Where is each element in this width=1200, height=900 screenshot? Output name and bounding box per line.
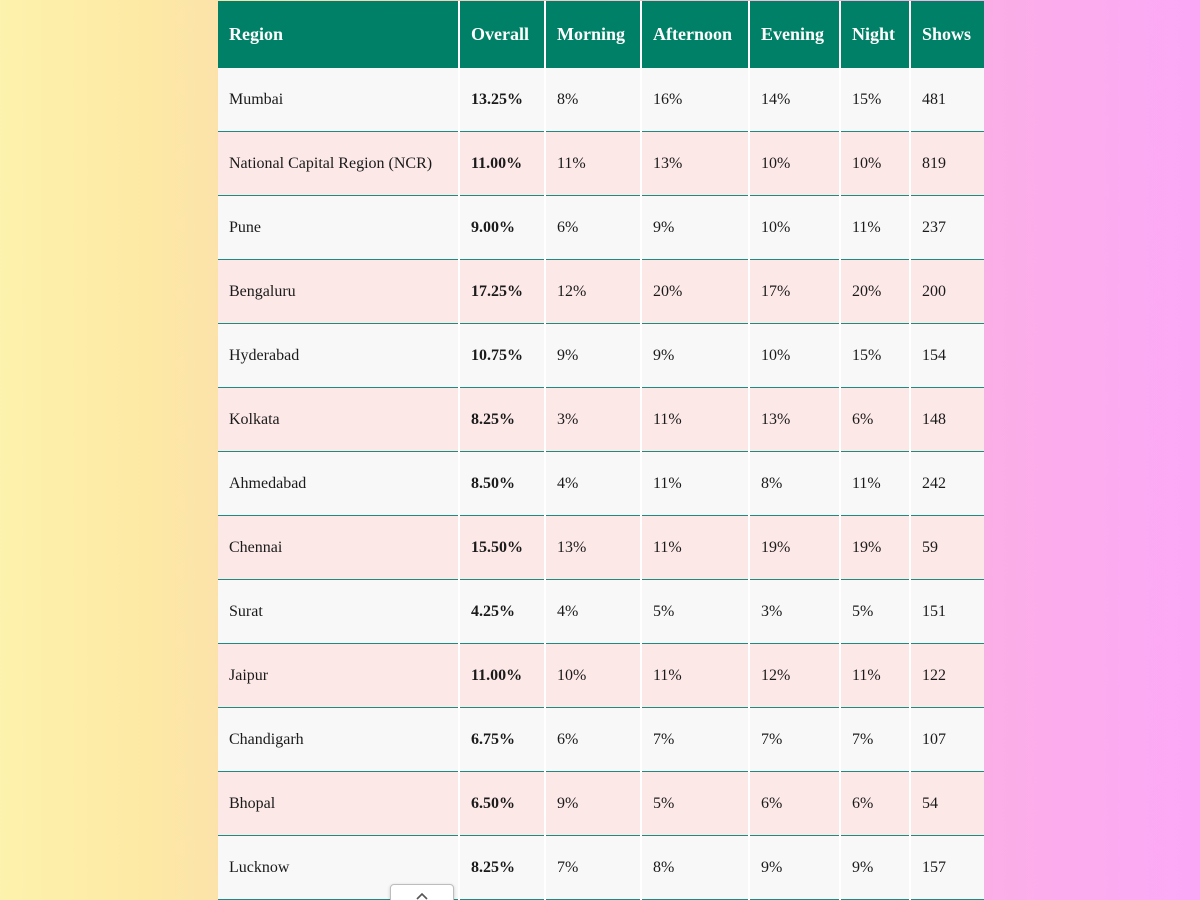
cell-evening: 13% [749, 388, 840, 452]
cell-night: 5% [840, 580, 910, 644]
header-shows: Shows [910, 1, 984, 68]
table-header [218, 1, 984, 68]
table-row [218, 708, 984, 772]
cell-morning: 13% [545, 516, 641, 580]
cell-morning: 7% [545, 836, 641, 900]
table-row [218, 68, 984, 132]
cell-afternoon: 8% [641, 836, 749, 900]
cell-evening: 19% [749, 516, 840, 580]
occupancy-table [218, 1, 984, 900]
cell-afternoon: 13% [641, 132, 749, 196]
scroll-to-top-button[interactable] [390, 884, 454, 900]
cell-region: Bhopal [218, 772, 459, 836]
cell-region: Lucknow [218, 836, 459, 900]
cell-morning: 10% [545, 644, 641, 708]
header-night: Night [840, 1, 910, 68]
cell-night: 6% [840, 388, 910, 452]
cell-morning: 4% [545, 580, 641, 644]
cell-night: 11% [840, 452, 910, 516]
table-row [218, 260, 984, 324]
cell-overall: 15.50% [459, 516, 545, 580]
cell-night: 20% [840, 260, 910, 324]
cell-overall: 13.25% [459, 68, 545, 132]
cell-evening: 6% [749, 772, 840, 836]
cell-shows: 154 [910, 324, 984, 388]
table-body [218, 68, 984, 900]
header-region: Region [218, 1, 459, 68]
cell-region: Chandigarh [218, 708, 459, 772]
cell-overall: 4.25% [459, 580, 545, 644]
table-row [218, 580, 984, 644]
cell-overall: 9.00% [459, 196, 545, 260]
cell-afternoon: 11% [641, 644, 749, 708]
cell-overall: 11.00% [459, 644, 545, 708]
cell-afternoon: 9% [641, 196, 749, 260]
cell-morning: 12% [545, 260, 641, 324]
cell-afternoon: 16% [641, 68, 749, 132]
table-row [218, 196, 984, 260]
cell-morning: 6% [545, 196, 641, 260]
cell-afternoon: 11% [641, 452, 749, 516]
cell-morning: 9% [545, 324, 641, 388]
cell-shows: 237 [910, 196, 984, 260]
table-row [218, 132, 984, 196]
cell-night: 11% [840, 196, 910, 260]
cell-afternoon: 7% [641, 708, 749, 772]
cell-overall: 17.25% [459, 260, 545, 324]
cell-morning: 4% [545, 452, 641, 516]
header-afternoon: Afternoon [641, 1, 749, 68]
cell-evening: 10% [749, 324, 840, 388]
cell-overall: 6.50% [459, 772, 545, 836]
cell-evening: 12% [749, 644, 840, 708]
cell-region: Surat [218, 580, 459, 644]
header-overall: Overall [459, 1, 545, 68]
cell-night: 7% [840, 708, 910, 772]
cell-overall: 8.25% [459, 388, 545, 452]
cell-overall: 10.75% [459, 324, 545, 388]
table-row [218, 516, 984, 580]
cell-night: 6% [840, 772, 910, 836]
cell-overall: 8.25% [459, 836, 545, 900]
cell-region: National Capital Region (NCR) [218, 132, 459, 196]
cell-morning: 6% [545, 708, 641, 772]
table-row [218, 772, 984, 836]
header-morning: Morning [545, 1, 641, 68]
cell-afternoon: 5% [641, 772, 749, 836]
cell-night: 11% [840, 644, 910, 708]
cell-night: 15% [840, 324, 910, 388]
cell-shows: 148 [910, 388, 984, 452]
cell-shows: 107 [910, 708, 984, 772]
cell-shows: 157 [910, 836, 984, 900]
cell-overall: 6.75% [459, 708, 545, 772]
chevron-up-icon [416, 893, 428, 900]
cell-region: Chennai [218, 516, 459, 580]
table-row [218, 644, 984, 708]
cell-region: Mumbai [218, 68, 459, 132]
cell-shows: 151 [910, 580, 984, 644]
cell-region: Jaipur [218, 644, 459, 708]
cell-evening: 10% [749, 132, 840, 196]
table-row [218, 324, 984, 388]
cell-overall: 8.50% [459, 452, 545, 516]
cell-shows: 54 [910, 772, 984, 836]
cell-night: 19% [840, 516, 910, 580]
table-row [218, 836, 984, 900]
cell-region: Bengaluru [218, 260, 459, 324]
cell-afternoon: 5% [641, 580, 749, 644]
cell-evening: 3% [749, 580, 840, 644]
cell-shows: 59 [910, 516, 984, 580]
cell-shows: 481 [910, 68, 984, 132]
cell-evening: 17% [749, 260, 840, 324]
cell-night: 15% [840, 68, 910, 132]
cell-evening: 14% [749, 68, 840, 132]
cell-region: Pune [218, 196, 459, 260]
cell-night: 10% [840, 132, 910, 196]
cell-shows: 242 [910, 452, 984, 516]
cell-evening: 9% [749, 836, 840, 900]
cell-shows: 200 [910, 260, 984, 324]
cell-evening: 7% [749, 708, 840, 772]
occupancy-table-container [218, 1, 984, 900]
cell-region: Hyderabad [218, 324, 459, 388]
cell-afternoon: 11% [641, 388, 749, 452]
cell-morning: 11% [545, 132, 641, 196]
cell-shows: 819 [910, 132, 984, 196]
cell-region: Kolkata [218, 388, 459, 452]
header-row [218, 1, 984, 68]
table-row [218, 388, 984, 452]
cell-afternoon: 20% [641, 260, 749, 324]
table-row [218, 452, 984, 516]
cell-night: 9% [840, 836, 910, 900]
cell-afternoon: 11% [641, 516, 749, 580]
cell-morning: 3% [545, 388, 641, 452]
cell-afternoon: 9% [641, 324, 749, 388]
cell-morning: 9% [545, 772, 641, 836]
cell-region: Ahmedabad [218, 452, 459, 516]
cell-overall: 11.00% [459, 132, 545, 196]
cell-evening: 8% [749, 452, 840, 516]
cell-evening: 10% [749, 196, 840, 260]
cell-morning: 8% [545, 68, 641, 132]
cell-shows: 122 [910, 644, 984, 708]
header-evening: Evening [749, 1, 840, 68]
